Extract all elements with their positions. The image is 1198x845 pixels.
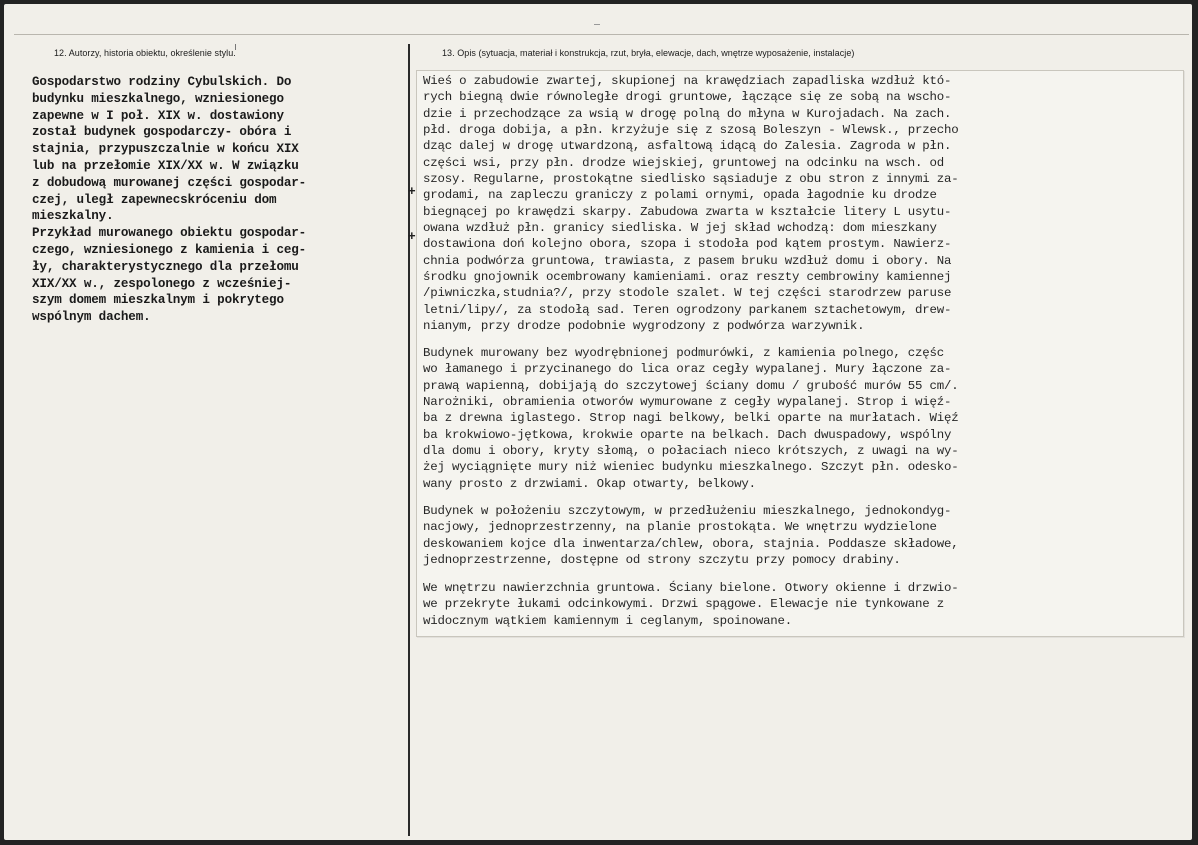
text-line: dzie i przechodzące za wsią w drogę polną do młyna w Kurojadach. Na zach. — [423, 106, 952, 121]
section-12-header: 12. Autorzy, historia obiektu, określenie stylu. — [54, 48, 236, 58]
text-line: nianym, przy drodze podobnie wygrodzony z podwórza warzywnik. — [423, 319, 865, 334]
text-line: wspólnym dachem. — [32, 310, 151, 325]
text-line: ba krokwiowo-jętkowa, krokwie oparte na belkach. Dach dwuspadowy, wspólny — [423, 427, 952, 442]
text-line: szym domem mieszkalnym i pokrytego — [32, 293, 284, 308]
text-line: szosy. Regularne, prostokątne siedlisko sąsiaduje z obu stron z innymi za- — [423, 172, 959, 187]
text-line: lub na przełomie XIX/XX w. W związku — [32, 158, 299, 173]
text-line: grodami, na zapleczu graniczy z polami ornymi, opada łagodnie ku drodze — [423, 188, 937, 203]
text-line: jednoprzestrzenne, dostępne od strony szczytu przy pomocy drabiny. — [423, 553, 901, 568]
text-line: We wnętrzu nawierzchnia gruntowa. Ściany bielone. Otwory okienne i drzwio- — [423, 581, 959, 595]
history-text — [32, 74, 396, 326]
description-paragraph-site — [423, 73, 1177, 335]
text-line: czego, wzniesionego z kamienia i ceg- — [32, 242, 307, 257]
text-line: /piwniczka,studnia?/, przy stodole szalet. W tej części starodrzew paruse — [423, 286, 952, 301]
text-line: nacjowy, jednoprzestrzenny, na planie prostokąta. We wnętrzu wydzielone — [423, 520, 937, 535]
text-line: żej wyciągnięte mury niż wieniec budynku mieszkalnego. Szczyt płn. odesko- — [423, 460, 959, 475]
text-line: rych biegną dwie równoległe drogi gruntowe, łączące się ze sobą na wscho- — [423, 90, 952, 105]
text-line: Gospodarstwo rodziny Cybulskich. Do — [32, 75, 292, 89]
text-line: Budynek murowany bez wyodrębnionej podmurówki, z kamienia polnego, częśc — [423, 346, 944, 360]
text-line: Narożniki, obramienia otworów wymurowane z cegły wypalanej. Strop i więź- — [423, 395, 952, 410]
text-line: widocznym wątkiem kamiennym i ceglanym, spoinowane. — [423, 613, 793, 628]
text-line: dostawiona doń kolejno obora, szopa i stodoła pod kątem prostym. Nawierz- — [423, 237, 952, 252]
text-line: ły, charakterystycznego dla przełomu — [32, 259, 299, 274]
text-line: we przekryte łukami odcinkowymi. Drzwi spągowe. Elewacje nie tynkowane z — [423, 597, 944, 612]
margin-plus-mark: + — [408, 228, 416, 243]
description-paragraph-interior — [423, 580, 1177, 629]
text-line: ba z drewna iglastego. Strop nagi belkowy, belki oparte na murłatach. Więź — [423, 411, 959, 426]
text-line: prawą wapienną, dobijają do szczytowej ściany domu / grubość murów 55 cm/. — [423, 378, 959, 393]
text-line: wany prosto z drzwiami. Okap otwarty, belkowy. — [423, 476, 756, 491]
record-card — [4, 4, 1192, 840]
text-line: letni/lipy/, za stodołą sad. Teren ogrodzony parkanem sztachetowym, drew- — [423, 302, 952, 317]
top-tick-mark — [594, 24, 600, 25]
description-paragraph-construction — [423, 345, 1177, 492]
column-divider — [408, 44, 410, 836]
text-line: XIX/XX w., zespolonego z wcześniej- — [32, 276, 292, 291]
text-line: został budynek gospodarczy- obóra i — [32, 125, 292, 140]
text-line: czej, uległ zapewnecskróceniu dom — [32, 192, 277, 207]
pasted-description-sheet — [416, 70, 1184, 637]
text-line: stajnia, przypuszczalnie w końcu XIX — [32, 142, 299, 157]
margin-plus-mark: + — [408, 183, 416, 198]
text-line: środku gnojownik ocembrowany kamieniami. oraz reszty cembrowiny kamiennej — [423, 270, 952, 285]
text-line: biegnącej po krawędzi skarpy. Zabudowa zwarta w kształcie litery L usytu- — [423, 204, 952, 219]
text-line: mieszkalny. — [32, 209, 114, 224]
text-line: owana wzdłuż płn. granicy siedliska. W jej skład wchodzą: dom mieszkany — [423, 221, 937, 236]
text-line: zapewne w I poł. XIX w. dostawiony — [32, 108, 284, 123]
text-line: chnia podwórza gruntowa, trawiasta, z pasem bruku wzdłuż domu i obory. Na — [423, 253, 952, 268]
text-line: części wsi, przy płn. drodze wiejskiej, gruntowej na odcinku na wsch. od — [423, 155, 944, 170]
text-line: z dobudową murowanej części gospodar- — [32, 175, 307, 190]
text-line: deskowaniem kojce dla inwentarza/chlew, obora, stajnia. Poddasze składowe, — [423, 536, 959, 551]
text-line: dząc dalej w drogę utwardzoną, asfaltową idącą do Zalesia. Zagroda w płn. — [423, 139, 952, 154]
top-rule — [14, 34, 1189, 35]
text-line: budynku mieszkalnego, wzniesionego — [32, 91, 284, 106]
text-line: Wieś o zabudowie zwartej, skupionej na krawędziach zapadliska wzdłuż któ- — [423, 74, 952, 88]
text-line: wo łamanego i przycinanego do lica oraz cegły wypalanej. Mury łączone za- — [423, 362, 952, 377]
section-13-header: 13. Opis (sytuacja, materiał i konstrukcja, rzut, bryła, elewacje, dach, wnętrze wyposażenie, instalacje) — [442, 48, 855, 58]
text-line: Przykład murowanego obiektu gospodar- — [32, 226, 307, 241]
text-line: płd. droga dobija, a płn. krzyżuje się z szosą Boleszyn - Wlewsk., przecho — [423, 123, 959, 138]
description-paragraph-plan — [423, 503, 1177, 568]
text-line: dla domu i obory, kryty słomą, o połaciach nieco krótszych, z uwagi na wy- — [423, 444, 959, 459]
text-line: Budynek w położeniu szczytowym, w przedłużeniu mieszkalnego, jednokondyg- — [423, 504, 952, 518]
